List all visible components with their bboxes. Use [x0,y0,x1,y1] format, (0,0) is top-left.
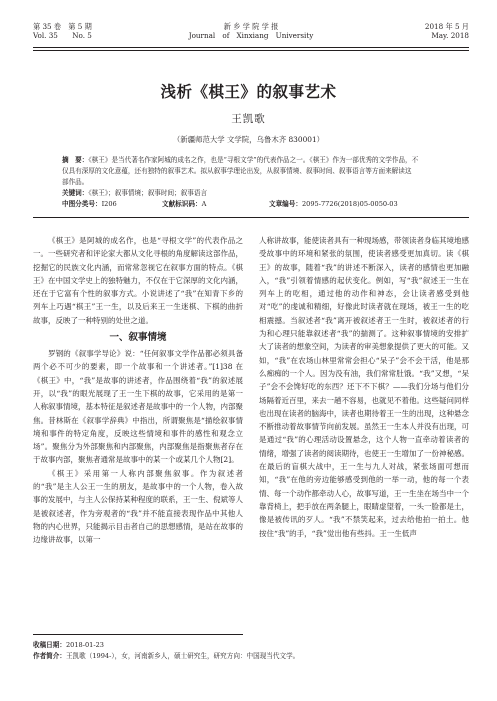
abstract-line-3: 部作品。 [62,178,89,186]
volume-issue-cn: 第 35 卷 第 5 期 [33,22,92,31]
volume-issue-en: Vol. 35 No. 5 [33,31,92,40]
body-paragraph: 《棋王》是阿城的成名作，也是“寻根文学”的代表作品之一。一些研究者和评论家大都从文化寻根的角度解读这部作品，挖掘它的民族文化内涵，而常常忽视它在叙事方面的特点。《棋王》在中国文学史上的独特魅力，不仅在于它深厚的文化内涵，还在于它富有个性的叙事方式。小说讲述了“我”在知青下乡的列车上巧遇“棋王”王一生，以及后来王一生迷棋、下棋的曲折故事，反映了一种特别的处世之道。 [33,236,243,325]
author-info: 王凯歌（1994-），女，河南新乡人，硕士研究生，研究方向：中国现当代文学。 [65,652,300,660]
abstract-separator [33,217,469,218]
body-paragraph: 人称讲故事，能使读者具有一种现场感，带领读者身临其境地感受故事中的环境和紧张的氛围，使读者感受更加真切。读《棋王》的故事，随着“我”的讲述不断深入，读者的感情也更加融入，“我”引领着情感的起伏变化。例如，写“我”叙述王一生在列车上的吃相，通过他的动作和神态，会让读者感受到他对“吃”的虔诚和精细，好像此时读者就在现场，被王一生的吃相震撼。当叙述者“我”离开被叙述者王一生时，被叙述者的行为和心理只能靠叙述者“我”的揣测了。这种叙事情境的安排扩大了读者的想象空间，为读者的审美想象提供了更大的可能。又如，“我”在农场山林里常常会担心“呆子”会不会干活，他是那么痴痴的一个人。因为没有油，我们常常肚饿。“我”又想，“呆子”会不会馋好吃的东西？还下不下棋？——我们分场与他们分场隔着近百里，来去一趟不容易，也就见不着他。这些疑问同样也出现在读者的脑海中，读者也期待着王一生的出现，这种悬念不断推动着故事情节向前发展。虽然王一生本人并没有出现，可是通过“我”的心理活动设置悬念，这个人物一直牵动着读者的情绪，增强了读者的阅读期待，也使王一生增加了一份神秘感。在最后的盲棋大战中，王一生与九人对战，紧张场面可想而知，“我”在他的旁边能够感受到他的一举一动，他的每一个表情、每一个动作都牵动人心，故事写道，王一生坐在场当中一个靠背椅上，把手放在两条腿上，眼睛虚望着，一头一脸都是土，像是被传讯的歹人。“我”不禁笑起来，过去给他拍一拍土。他按住“我”的手，“我”觉出他有些抖。王一生低声 [259,236,469,538]
footnote-rule [33,634,243,635]
journal-name [33,22,469,40]
abstract-block [62,155,440,210]
doc-code: A [201,200,207,208]
body-column-right [259,234,469,540]
journal-name-cn: 新 乡 学 院 学 报 [223,22,279,31]
abstract-line-2: 仅具有深厚的文化意蕴，还有独特的叙事艺术。拟从叙事学理论出发，从叙事情境、叙事时间、叙事语言等方面来解读这 [62,167,412,175]
doc-code-label: 文献标识码： [162,200,202,208]
body-column-left [33,234,243,547]
body-paragraph: 罗钢的《叙事学导论》说：“任何叙事文学作品都必须具备两个必不可少的要素，即一个故事和一个讲述者。”[1]38 在《棋王》中，“我”是故事的讲述者，作品围绕着“我”的叙述展开，以“我”的眼光展现了王一生下棋的故事，它采用的是第一人称叙事情境，基本特征是叙述者是故事中的一个人物，内部聚焦。昔林斯在《叙事学辞典》中指出，所谓聚焦是“描绘叙事情境和事件的特定角度，反映这些情境和事件的感性和观念立场”。聚焦分为外部聚焦和内部聚焦，内部聚焦是指聚焦者存在于故事内部，聚焦者通常是故事中的某一个或某几个人物[2]。 [33,349,243,465]
keywords-line [62,188,440,199]
abstract-text-1: 《棋王》是当代著名作家阿城的成名之作，也是“寻根文学”的代表作品之一。《棋王》作为一部优秀的文学作品，不 [88,156,419,164]
article-number-label: 文章编号： [269,200,302,208]
classification-line [62,199,440,210]
received-label: 收稿日期： [33,641,66,649]
journal-name-en: Journal of Xinxiang University [188,31,314,40]
section-heading: 一、叙事情境 [109,332,167,344]
footnote [33,640,473,662]
received-date-line [33,640,473,651]
issue-date-cn: 2018 年 5 月 [424,22,469,31]
article-author: 王凯歌 [231,113,266,125]
header-rule-thin [33,50,469,51]
author-info-label: 作者简介： [33,652,66,660]
abstract-label: 摘 要： [62,156,89,164]
received-date: 2018-01-23 [65,641,104,649]
keywords: 《棋王》；叙事情境；叙事时间；叙事语言 [88,189,208,197]
author-info-line [33,651,473,662]
abstract-line-1 [62,155,440,166]
article-title: 浅析《棋王》的叙事艺术 [160,83,337,101]
body-paragraph: 《棋王》采用第一人称内部聚焦叙事。作为叙述者的“我”是主人公王一生的朋友，是故事中的一个人物，卷入故事的发展中，与主人公保持某种程度的联系，王一生、倪斌等人是被叙述者，作为旁观者的“我”并不能直接表现作品中其他人物的内心世界，只能揭示目击者自己的思想感情，是站在故事的边缘讲故事，以第一 [33,468,243,545]
article-number: 2095-7726(2018)05-0050-03 [301,200,398,208]
issue-date-en: May. 2018 [431,31,469,40]
clc-number: I206 [101,200,117,208]
clc-label: 中图分类号： [62,200,102,208]
running-header [33,22,469,52]
keywords-label: 关键词： [62,189,89,197]
header-rule-thick [33,47,469,48]
author-affiliation: （新疆师范大学 文学院，乌鲁木齐 830001） [172,135,325,144]
issue-date [425,22,469,40]
